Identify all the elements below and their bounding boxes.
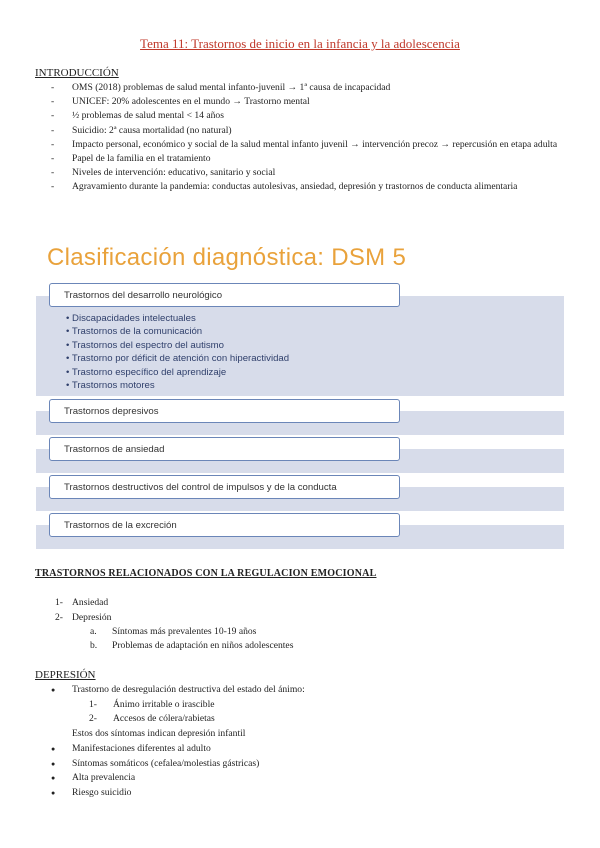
item-number: 2- (55, 611, 63, 623)
depresion-item: ● Riesgo suicidio (35, 786, 259, 801)
item-text: Trastorno de desregulación destructiva del estado del ánimo: (72, 684, 305, 695)
intro-item: - OMS (2018) problemas de salud mental infanto-juvenil → 1ª causa de incapacidad (35, 81, 565, 95)
desregulacion-sublist (35, 698, 215, 727)
item-text: Problemas de adaptación en niños adolescentes (112, 640, 294, 651)
dsm-group-depresivos: Trastornos depresivos (49, 399, 400, 423)
depresion-subitem (90, 639, 293, 653)
dsm-group-destructivos: Trastornos destructivos del control de impulsos y de la conducta (49, 475, 400, 499)
intro-item: - Niveles de intervención: educativo, sanitario y social (35, 166, 565, 180)
intro-list (35, 81, 565, 195)
item-text: Depresión (72, 611, 112, 623)
dsm-group-ansiedad: Trastornos de ansiedad (49, 437, 400, 461)
depresion-heading: DEPRESIÓN (35, 669, 96, 681)
neuro-subitem: • Trastornos del espectro del autismo (66, 339, 289, 352)
neuro-subitem: • Trastorno específico del aprendizaje (66, 366, 289, 379)
item-number: 1- (89, 699, 97, 710)
depresion-item: ● Alta prevalencia (35, 771, 259, 786)
dsm-group-excrecion: Trastornos de la excreción (49, 513, 400, 537)
item-text: Síntomas más prevalentes 10-19 años (112, 626, 257, 637)
emocional-list (35, 596, 111, 625)
item-number: 2- (89, 713, 97, 725)
item-letter: b. (90, 640, 98, 651)
item-letter: a. (90, 626, 97, 637)
item-text: Accesos de cólera/rabietas (113, 713, 215, 725)
neuro-subitem: • Trastornos motores (66, 379, 289, 392)
emocional-item (35, 611, 111, 626)
intro-item: - ½ problemas de salud mental < 14 años (35, 109, 565, 123)
intro-heading: INTRODUCCIÓN (35, 67, 119, 79)
dsm-group-neuro: Trastornos del desarrollo neurológico (49, 283, 400, 307)
depresion-note: Estos dos síntomas indican depresión infantil (72, 728, 246, 739)
depresion-item: ● Síntomas somáticos (cefalea/molestias gástricas) (35, 757, 259, 772)
intro-item: - UNICEF: 20% adolescentes en el mundo → Trastorno mental (35, 95, 565, 109)
depresion-item: ● Manifestaciones diferentes al adulto (35, 742, 259, 757)
neuro-subitems (66, 312, 289, 392)
intro-item: - Papel de la familia en el tratamiento (35, 152, 565, 166)
desregulacion-subitem (35, 712, 215, 726)
intro-item: - Impacto personal, económico y social de la salud mental infanto juvenil → intervención precoz → repercusión en etapa adulta (35, 138, 565, 152)
depresion-sublist (90, 625, 293, 653)
desregulacion-subitem (35, 698, 215, 712)
emocional-heading: TRASTORNOS RELACIONADOS CON LA REGULACION EMOCIONAL (35, 568, 377, 579)
intro-item: - Agravamiento durante la pandemia: conductas autolesivas, ansiedad, depresión y trastornos de conducta alimentaria (35, 180, 565, 194)
neuro-subitem: • Trastornos de la comunicación (66, 325, 289, 338)
depresion-list (35, 683, 305, 698)
depresion-extra-list (35, 742, 259, 800)
dsm-title: Clasificación diagnóstica: DSM 5 (47, 244, 407, 271)
emocional-item (35, 596, 111, 611)
depresion-item (35, 683, 305, 698)
item-number: 1- (55, 597, 63, 608)
depresion-subitem (90, 625, 293, 639)
item-text: Ánimo irritable o irascible (113, 699, 215, 710)
neuro-subitem: • Discapacidades intelectuales (66, 312, 289, 325)
page-title: Tema 11: Trastornos de inicio en la infancia y la adolescencia (140, 36, 460, 51)
intro-item: - Suicidio: 2ª causa mortalidad (no natural) (35, 124, 565, 138)
neuro-subitem: • Trastorno por déficit de atención con hiperactividad (66, 352, 289, 365)
item-text: Ansiedad (72, 597, 109, 608)
